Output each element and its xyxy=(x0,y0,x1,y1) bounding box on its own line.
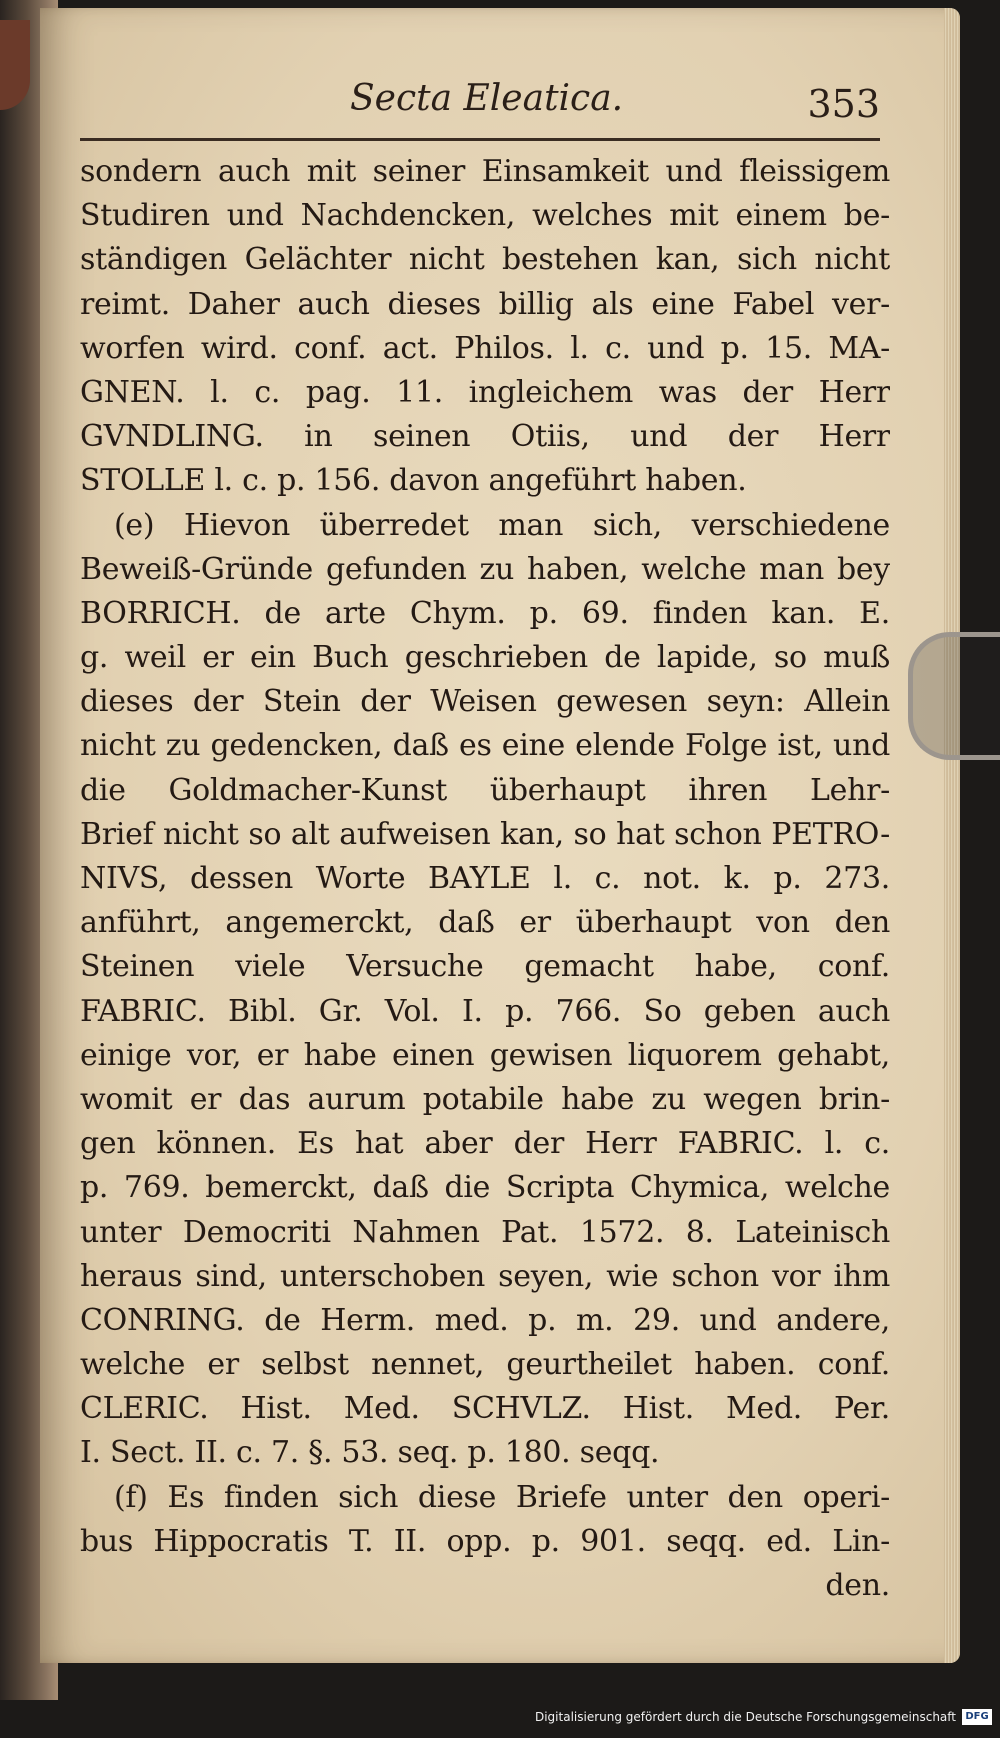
text-line: Studiren und Nachdencken, welches mit einem be- xyxy=(80,198,890,234)
text-line: (e) Hievon überredet man sich, verschiedene xyxy=(114,507,890,543)
text-line: g. weil er ein Buch geschrieben de lapide, so muß xyxy=(80,640,890,676)
running-head: Secta Eleatica. xyxy=(350,78,624,119)
page-number: 353 xyxy=(807,82,880,126)
funding-credit: Digitalisierung gefördert durch die Deutsche Forschungsgemeinschaft xyxy=(534,1710,956,1724)
text-line: die Goldmacher-Kunst überhaupt ihren Lehr- xyxy=(80,772,890,808)
text-line: GNEN. l. c. pag. 11. ingleichem was der Herr xyxy=(80,374,890,410)
text-line: dieses der Stein der Weisen gewesen seyn: Allein xyxy=(80,684,890,720)
dfg-logo-icon: DFG xyxy=(962,1709,992,1725)
footer-band xyxy=(0,1700,1000,1738)
body-text xyxy=(80,150,890,1608)
text-line: FABRIC. Bibl. Gr. Vol. I. p. 766. So geben auch xyxy=(80,993,890,1029)
text-line: Beweiß-Gründe gefunden zu haben, welche man bey xyxy=(80,551,890,587)
text-line: nicht zu gedencken, daß es eine elende Folge ist, und xyxy=(80,728,890,764)
page-clip xyxy=(908,632,1000,760)
text-line: I. Sect. II. c. 7. §. 53. seq. p. 180. seqq. xyxy=(80,1435,660,1471)
text-line: ständigen Gelächter nicht bestehen kan, sich nicht xyxy=(80,242,890,278)
text-line: welche er selbst nennet, geurtheilet haben. conf. xyxy=(80,1347,890,1383)
text-line: einige vor, er habe einen gewisen liquorem gehabt, xyxy=(80,1037,890,1073)
text-line: worfen wird. conf. act. Philos. l. c. und p. 15. MA- xyxy=(80,330,890,366)
text-line: bus Hippocratis T. II. opp. p. 901. seqq. ed. Lin- xyxy=(80,1523,890,1559)
text-line: STOLLE l. c. p. 156. davon angeführt haben. xyxy=(80,463,747,499)
text-line: p. 769. bemerckt, daß die Scripta Chymica, welche xyxy=(80,1170,890,1206)
text-line: unter Democriti Nahmen Pat. 1572. 8. Lateinisch xyxy=(80,1214,890,1250)
page-header xyxy=(80,78,880,138)
header-rule xyxy=(80,138,880,141)
text-line: den. xyxy=(825,1568,890,1603)
text-line: Brief nicht so alt aufweisen kan, so hat schon PETRO- xyxy=(80,816,890,852)
text-line: (f) Es finden sich diese Briefe unter den operi- xyxy=(114,1479,890,1515)
text-line: sondern auch mit seiner Einsamkeit und fleissigem xyxy=(80,154,890,189)
text-line: CLERIC. Hist. Med. SCHVLZ. Hist. Med. Per. xyxy=(80,1391,890,1427)
text-line: heraus sind, unterschoben seyen, wie schon vor ihm xyxy=(80,1258,890,1294)
text-line: gen können. Es hat aber der Herr FABRIC. l. c. xyxy=(80,1126,890,1162)
text-line: womit er das aurum potabile habe zu wegen brin- xyxy=(80,1081,890,1117)
text-line: reimt. Daher auch dieses billig als eine Fabel ver- xyxy=(80,286,890,322)
page-fore-edge xyxy=(944,8,960,1663)
text-line: anführt, angemerckt, daß er überhaupt von den xyxy=(80,905,890,941)
text-line: NIVS, dessen Worte BAYLE l. c. not. k. p. 273. xyxy=(80,861,890,896)
text-line: Steinen viele Versuche gemacht habe, conf. xyxy=(80,949,890,985)
text-line: CONRING. de Herm. med. p. m. 29. und andere, xyxy=(80,1302,890,1338)
text-line: GVNDLING. in seinen Otiis, und der Herr xyxy=(80,419,890,455)
text-line: BORRICH. de arte Chym. p. 69. finden kan. E. xyxy=(80,595,890,631)
